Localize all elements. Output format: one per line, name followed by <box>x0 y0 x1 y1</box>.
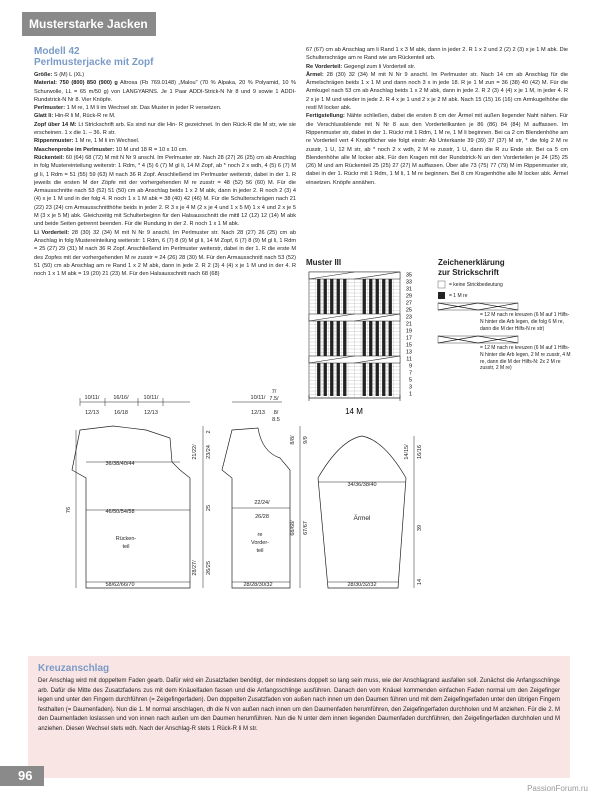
svg-text:26/28: 26/28 <box>255 514 269 520</box>
front-bottom-label: 28/28/30/32 <box>243 582 273 588</box>
chart-row-label: 33 <box>405 279 412 286</box>
svg-text:23/24: 23/24 <box>206 445 212 459</box>
section-header: Musterstarke Jacken <box>22 12 156 36</box>
paragraph-aermel: Ärmel: 28 (30) 32 (34) M mit N Nr 9 anschl. Im Perlmuster str. Nach 14 cm ab Anschlag für die Ärmelschrägen beids 1 x 1 M und dann noch 3 x in jede 18. R je 1 M zun = 36 (38) 40 (42) M. Für die Armkugel nach 53 cm ab Anschlag beids 1 x 2 M abk, dann in jede 2. R 2 (3) 4 (4) x je 1 M, in jeder 4. R 2 x je 1 M und wieder in jede 2. R 4 x je 1 und 2 x je 2 M abk. Nach 15 (15) 16 (16) cm Armkugelhöhe die restl M locker abk. <box>306 71 568 112</box>
svg-text:teil: teil <box>256 548 264 554</box>
chart-heading: Muster III <box>306 258 342 267</box>
svg-text:67/67: 67/67 <box>303 521 309 535</box>
svg-text:10/11/: 10/11/ <box>143 395 159 401</box>
svg-text:16/16: 16/16 <box>417 445 423 459</box>
svg-text:Vorder-: Vorder- <box>250 540 270 546</box>
back-shoulder-label: 10/11/ <box>84 395 100 401</box>
chart-row-label: 19 <box>405 328 412 335</box>
paragraph-rippen: Rippenmuster: 1 M re, 1 M li im Wechsel. <box>34 138 140 145</box>
back-neck-label: 16/16/ <box>113 395 129 401</box>
model-number: Modell 42 <box>34 46 80 57</box>
svg-text:7/: 7/ <box>271 389 277 395</box>
svg-text:8/8/: 8/8/ <box>290 435 296 445</box>
chart-row-label: 35 <box>405 272 412 279</box>
chart-row-label: 5 <box>408 377 412 384</box>
svg-text:28/27/: 28/27/ <box>192 560 198 576</box>
paragraph-li-vorderteil: Li Vorderteil: 28 (30) 32 (34) M mit N Nr 9 anschl. Im Perlmuster str. Nach 28 (27) 26 (25) cm ab Anschlag in folg Mustereinteilung weiterstr: 1 Rdm, 6 (7) 8 (9) M gl li, 14 M Zopf, 6 (7) 8 (9) M gl li, 1 Rdm = 25 (27) 29 (31) M nach 36 R Zopf. Anschließend im Perlmuster weiterstr, dabei in der 1. R die erste M des Zopfes mit der vorhergehenden M re zusstr = 24 (26) 28 (30) M. Für den Armausschnitt nach 53 (52) 51 (50) cm ab Anschlag am re Rand 1 x 2 M abk, dann in jede 2. R 2 (3) 4 (4) x je 1 M und in der 4. R noch 1 x 1 M abk = 19 (20) 21 (23) M. Für den Halsausschnitt nach 68 (68) <box>34 229 296 278</box>
svg-text:26/25: 26/25 <box>206 561 212 575</box>
chart-row-labels <box>406 273 412 398</box>
front-shoulder-label: 10/11/ <box>250 395 266 401</box>
svg-text:12/13: 12/13 <box>251 410 265 416</box>
svg-text:12/13: 12/13 <box>144 410 158 416</box>
kreuzanschlag-box <box>28 656 570 778</box>
chart-row-label: 23 <box>405 314 412 321</box>
back-height-label: 76 <box>66 506 72 514</box>
svg-text:16/18: 16/18 <box>114 410 128 416</box>
chart-width-marker <box>309 395 400 416</box>
svg-text:21/22/: 21/22/ <box>192 444 198 460</box>
chart-row-label: 11 <box>406 356 412 363</box>
chart-row-label: 29 <box>405 293 412 300</box>
svg-text:25: 25 <box>206 504 212 512</box>
legend-heading: Zeichenerklärung zur Strickschrift <box>438 258 505 277</box>
chart-row-label: 1 <box>408 391 412 398</box>
chart-row-label: 27 <box>405 300 412 307</box>
svg-text:39: 39 <box>417 524 423 532</box>
svg-text:68/68/: 68/68/ <box>290 520 296 536</box>
legend-item-empty: = keine Strickbedeutung <box>449 282 503 288</box>
sleeve-name: Ärmel <box>353 515 371 522</box>
legend-cable-b-symbol <box>438 336 518 343</box>
sleeve-bottom-label: 28/30/32/32 <box>347 582 377 588</box>
front-schematic <box>222 389 309 588</box>
svg-text:12/13: 12/13 <box>85 410 99 416</box>
sleeve-width-label: 34/36/38/40 <box>347 482 377 488</box>
legend-item-knit: = 1 M re <box>449 293 468 299</box>
svg-text:8/: 8/ <box>273 410 279 416</box>
chart-row-label: 21 <box>405 321 412 328</box>
legend-cable-a-symbol <box>438 303 518 310</box>
paragraph-continuation: 67 (67) cm ab Anschlag am li Rand 1 x 3 M abk, dann in jeder 2. R 1 x 2 und 2 (2) 2 (3) x je 1 M abk. Die Schulterschräge am re Rand wie am Rückenteil arb. <box>306 47 568 62</box>
svg-text:2: 2 <box>206 430 212 434</box>
knitting-chart <box>309 272 400 398</box>
legend-knit-symbol <box>438 292 445 299</box>
paragraph-material: Material: 750 (800) 850 (900) g Altrosa (Fb 769.0148) „Malou" (70 % Alpaka, 20 % Polyamid, 10 % Schurwolle, LL = 65 m/50 g) von LANGYARNS. Je 1 Paar ADDI-Strick-N Nr 8 und 9 sowie 1 ADDI-Rundstrick-N Nr 8. Vier Knöpfe. <box>34 80 296 103</box>
paragraph-perlmuster: Perlmuster: 1 M re, 1 M li im Wechsel str. Das Muster in jeder R versetzen. <box>34 105 222 112</box>
paragraph-zopf: Zopf über 14 M: Lt Strickschrift arb. Es sind nur die Hin- R gezeichnet. In den Rück-R die M str, wie sie erscheinen. 1 x die 1. – 36. R str. <box>34 121 296 137</box>
legend-item-cable-a: = 12 M nach re kreuzen (6 M auf 1 Hilfs-N hinter die Arb legen, die folg 6 M re, dann die M der Hilfs-N re str) <box>480 312 570 332</box>
back-bottom-label: 58/62/66/70 <box>105 582 135 588</box>
paragraph-fertigstellung: Fertigstellung: Nähte schließen, dabei die ersten 8 cm der Ärmel mit außen liegender Naht nähen. Für die Verschlussblende mit N Nr 8 aus den Vorderteilkanten je 86 (86) 84 (84) M auffassen. Im Rippenmuster str, dabei in der 1. Rückr mit 1 Rdm, 1 M re, 1 M li beginnen. Bei ca 2 cm Blendenhöhe am re Vorderteil vert 4 Knopflöcher wie folgt einstr: Ab Unterkante 39 (39) 37 (37) M str, * die folg 2 M re zusstr, 1 U, 12 M str, ab * noch 2 x wdh, 2 M re zusstr, 1 U, dann die R zu Ende str. Bei ca 5 cm Blendenhöhe alle M locker abk. Für den Kragen mit der Rundstrick-N an den Vorderteilen je 24 (25) 25 (26) M und am Rückenteil 25 (25) 27 (27) M auffassen. Über alle 73 (75) 77 (79) M im Rippenmuster str, dabei in der 1. Rückr mit 1 Rdm, 1 M li, 1 M re beginnen. Bei 8 cm Kragenhöhe alle M locker abk. Ärmel einsetzen. Knöpfe annähen. <box>306 113 568 186</box>
pattern-title: Perlmusterjacke mit Zopf <box>34 57 154 68</box>
chart-row-label: 9 <box>408 363 412 370</box>
back-mid-label: 46/50/54/58 <box>105 509 135 515</box>
chart-row-label: 15 <box>405 342 412 349</box>
sleeve-schematic <box>318 436 423 588</box>
kreuzanschlag-title: Kreuzanschlag <box>38 663 110 674</box>
chart-width-label: 14 M <box>345 407 363 416</box>
kreuzanschlag-text: Der Anschlag wird mit doppeltem Faden gearb. Dafür wird ein Zusatzfaden benötigt, der mindestens doppelt so lang sein muss, wie der Anschlagrand ausfallen soll. Zunächst die Anfangsschlinge arb. Dafür die Mitte des Zusatzfadens zus mit dem Knäuelfaden fassen und die Anfangsschlinge ausführen. Danach den vom Knäuel kommenden einfachen Faden normal um den Zeigefinger legen und unter den Fingern durchführen (= Zeigefingerfaden). Den doppelten Zusatzfaden von außen nach innen um den Daumen führen und mit dem Zeigefingerfaden unter den übrigen Fingern festhalten (= Daumenfaden). Nun die 1. M normal anschlagen, dh die N von außen nach innen um den Daumenfaden herumführen, den Zeigefingerfaden durchholen und M anziehen. Für die 2. M den Daumenfaden loslassen und von innen nach außen um den Daumen herumführen. Nun die N unter dem innen liegenden Daumenfaden durchführen, den Zeigefingerfaden durchholen und M anziehen. Diesen Wechsel stets wdh. Nach der Anschlag-R stets 1 Rück-R li M str. <box>38 678 560 732</box>
front-name: re <box>257 532 263 538</box>
page-number: 96 <box>0 766 44 786</box>
back-schematic <box>66 395 212 588</box>
back-name: Rücken- <box>115 536 137 542</box>
paragraph-glatt: Glatt li: Hin-R li M, Rück-R re M. <box>34 113 116 120</box>
paragraph-groesse: Größe: S (M) L (XL) <box>34 72 85 78</box>
paragraph-ruecken: Rückenteil: 60 (64) 68 (72) M mit N Nr 9 anschl. Im Perlmuster str. Nach 28 (27) 26 (25) cm ab Anschlag in folg Mustereinteilung weiterstr: 1 Rdm, * 4 (5) 6 (7) M gl li, 14 M Zopf, ab * noch 2 x wdh, 4 (5) 6 (7) M gl li, 1 Rdm = 51 (55) 59 (63) M nach 36 R Zopf. Anschließend im Perlmuster weiterstr, dabei in der 1. R jeweils die ersten M der Zöpfe mit der vorhergehenden M re zusstr = 48 (52) 56 (60) M. Für die Armausschnitte nach 53 (52) 51 (50) cm ab Anschlag beids 1 x 2 M abk, dann in jeder 2. R noch 2 (3) 4 (4) x je 1 M und in der folg 4. R noch 1 x 1 M abk = 38 (40) 42 (46) M. Für die Schulterschrägen nach 21 (22) 23 (24) cm Armausschnitthöhe beids in jeder 2. R 3 x je 4 M (2 x je 4 und 1 x 5 M) 1 x 4 und 2 x je 5 M (3 x je 5 M) abk. Gleichzeitig mit Schulterbeginn für den Halsausschnitt die mittl 12 (12) 12 (14) M abk und beide Seiten getrennt beenden. Für die Rundung in der 2. R noch 1 x 1 M abk. <box>34 154 296 228</box>
legend-empty-symbol <box>438 281 445 288</box>
svg-text:14: 14 <box>417 578 423 586</box>
chart-row-label: 3 <box>408 384 412 391</box>
pattern-text-left <box>34 46 296 278</box>
pattern-text-right <box>306 46 568 187</box>
paragraph-maschenprobe: Maschenprobe im Perlmuster: 10 M und 18 R = 10 x 10 cm. <box>34 146 188 153</box>
chart-row-label: 17 <box>405 335 412 342</box>
paragraph-re-vorderteil: Re Vorderteil: Gegengl zum li Vorderteil str. <box>306 63 416 70</box>
front-chest-label: 22/24/ <box>254 500 270 506</box>
svg-text:9/9: 9/9 <box>303 436 309 444</box>
svg-text:14/15/: 14/15/ <box>404 444 410 460</box>
svg-text:8.5: 8.5 <box>272 417 280 423</box>
svg-text:7.5/: 7.5/ <box>269 396 279 402</box>
chart-row-label: 7 <box>408 370 412 377</box>
svg-text:teil: teil <box>122 544 130 550</box>
chart-row-label: 31 <box>405 286 412 293</box>
chart-row-label: 13 <box>405 349 412 356</box>
chart-row-label: 25 <box>405 307 412 314</box>
back-chest-label: 36/38/40/44 <box>105 461 135 467</box>
watermark: PassionForum.ru <box>527 784 588 793</box>
legend-item-cable-b: = 12 M nach re kreuzen (6 M auf 1 Hilfs-N hinter die Arb legen, 2 M re zusstr, 4 M re, dann die M der Hilfs-N: 2x 2 M re zusstr, 2 M re) <box>480 345 571 372</box>
